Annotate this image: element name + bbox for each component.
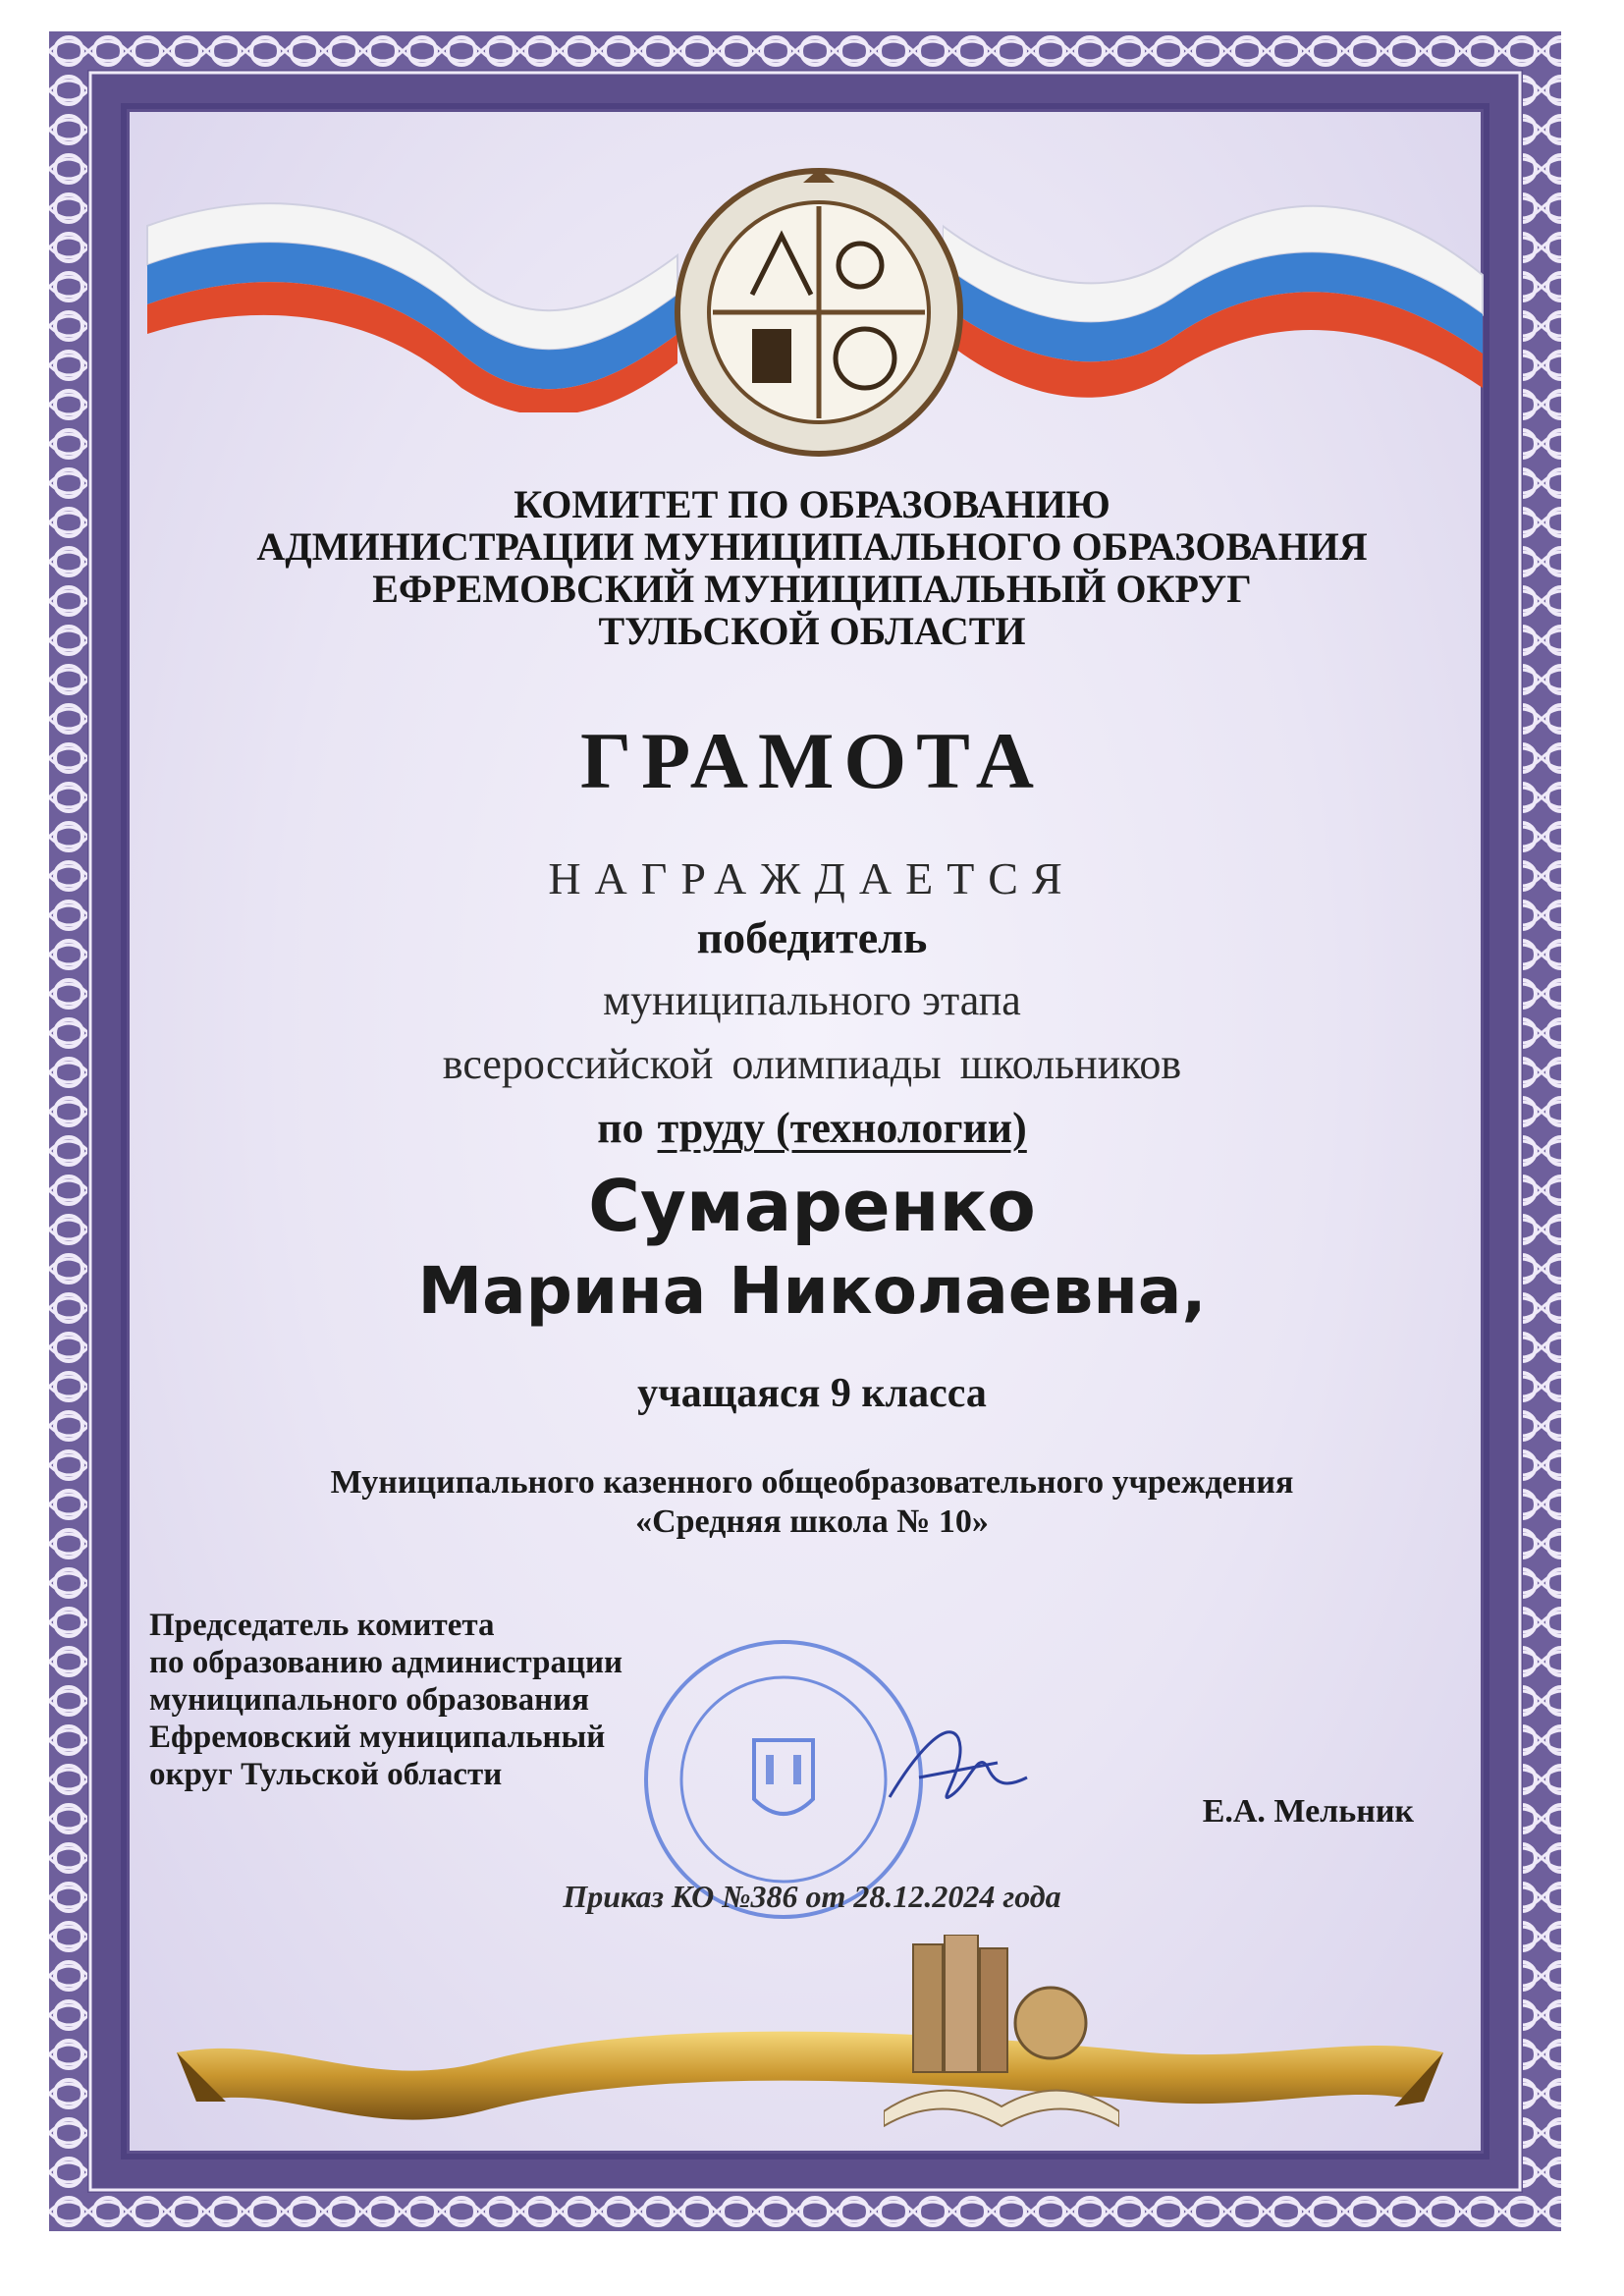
gold-ribbon (167, 1974, 1453, 2170)
signatory-line-1: Председатель комитета (149, 1608, 495, 1643)
stage-line-2: всероссийской олимпиады школьников (442, 1040, 1182, 1088)
subject-prefix: по (597, 1104, 644, 1152)
signatory-line-5: округ Тульской области (149, 1757, 503, 1792)
winner-status: победитель (696, 912, 928, 962)
school-name (0, 1463, 1624, 1542)
awarded-label: НАГРАЖДАЕТСЯ (548, 853, 1076, 903)
certificate-title: ГРАМОТА (580, 716, 1044, 805)
tricolor-ribbon-right (943, 167, 1492, 422)
signatory-line-2: по образованию администрации (149, 1645, 623, 1680)
olympiad-emblem-icon (674, 167, 964, 458)
committee-line-4: ТУЛЬСКОЙ ОБЛАСТИ (598, 609, 1026, 653)
tricolor-ribbon-left (137, 167, 687, 412)
committee-header (0, 483, 1624, 652)
signatory-title (149, 1607, 623, 1793)
recipient-surname: Сумаренко (588, 1165, 1036, 1247)
committee-line-3: ЕФРЕМОВСКИЙ МУНИЦИПАЛЬНЫЙ ОКРУГ (372, 567, 1252, 611)
books-and-globe-icon (884, 1935, 1119, 2131)
recipient-grade: учащаяся 9 класса (637, 1371, 987, 1416)
order-reference: Приказ КО №386 от 28.12.2024 года (563, 1879, 1061, 1914)
signatory-name: Е.А. Мельник (1202, 1793, 1414, 1830)
stage-line-1: муниципального этапа (603, 976, 1021, 1024)
school-line-2: «Средняя школа № 10» (635, 1503, 989, 1540)
subject-line (0, 1103, 1624, 1153)
signatory-line-4: Ефремовский муниципальный (149, 1720, 606, 1755)
school-line-1: Муниципального казенного общеобразовательного учреждения (330, 1464, 1294, 1501)
handwritten-signature (880, 1709, 1037, 1827)
committee-line-2: АДМИНИСТРАЦИИ МУНИЦИПАЛЬНОГО ОБРАЗОВАНИЯ (256, 524, 1368, 569)
recipient-given-names: Марина Николаевна, (417, 1253, 1207, 1329)
committee-line-1: КОМИТЕТ ПО ОБРАЗОВАНИЮ (514, 482, 1110, 526)
subject-name: труду (технологии) (657, 1104, 1027, 1152)
signatory-line-3: муниципального образования (149, 1682, 590, 1718)
